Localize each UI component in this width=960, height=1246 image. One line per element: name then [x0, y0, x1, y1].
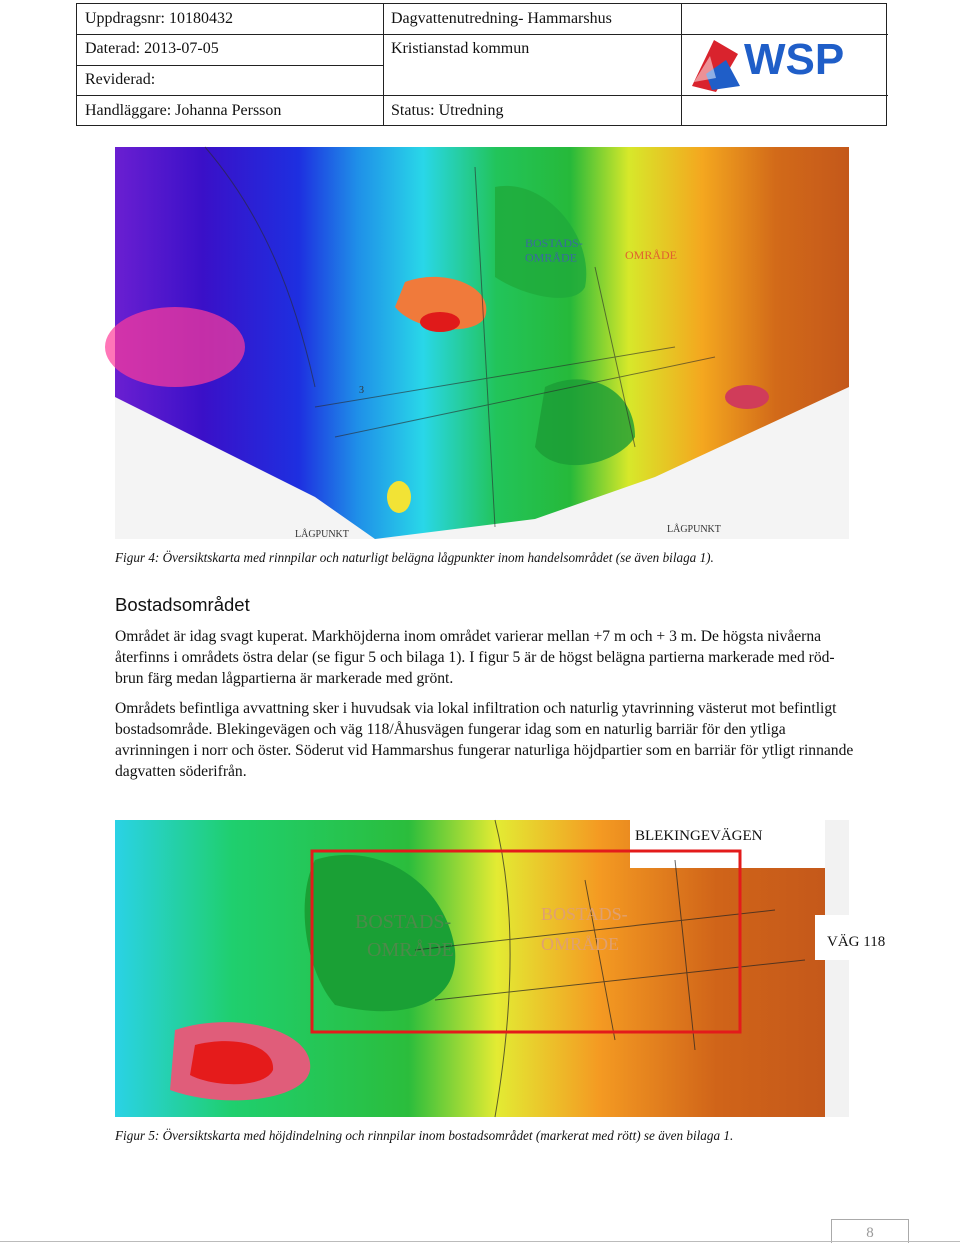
revised: Reviderad: [85, 71, 156, 88]
page-number: 8 [831, 1219, 909, 1243]
date: Daterad: 2013-07-05 [85, 40, 219, 57]
status: Status: Utredning [391, 102, 504, 119]
label-bostadsomrade: BOSTADS-OMRÅDE [525, 236, 583, 265]
wsp-logo-text: WSP [744, 35, 845, 84]
figure-4-caption: Figur 4: Översiktskarta med rinnpilar och naturligt belägna lågpunkter inom handelsområdet (se även bilaga 1). [115, 550, 714, 565]
label-omrade-right: OMRÅDE [541, 934, 620, 954]
label-blekingevagen: BLEKINGEVÄGEN [635, 828, 763, 844]
figure-5-caption: Figur 5: Översiktskarta med höjdindelning och rinnpilar inom bostadsområdet (markerat med rött) se även bilaga 1. [115, 1128, 734, 1143]
label-lowpoint-left: LÅGPUNKT [295, 529, 349, 540]
paragraph-1: Området är idag svagt kuperat. Markhöjderna inom området varierar mellan +7 m och + 3 m. De högsta nivåerna återfinns i områdets östra delar (se figur 5 och bilaga 1). I figur 5 är de högst belägna partierna markerade med röd-brun färg medan lågpartierna är markerade med grönt. [115, 628, 835, 687]
municipality: Kristianstad kommun [391, 40, 530, 57]
label-lowpoint-right: LÅGPUNKT [667, 524, 721, 535]
wsp-logo [688, 34, 858, 92]
page-footer-line [0, 1241, 960, 1242]
label-bostads-right: BOSTADS- [541, 904, 628, 924]
label-omrade: OMRÅDE [625, 248, 678, 262]
report-title: Dagvattenutredning- Hammarshus [391, 10, 612, 27]
map-marker-label: 3 [359, 385, 364, 396]
figure-5-map [115, 820, 886, 1117]
label-vag-118: VÄG 118 [827, 934, 886, 950]
assignment-number: Uppdragsnr: 10180432 [85, 10, 233, 27]
label-bostads-left: BOSTADS- [355, 911, 452, 933]
handler: Handläggare: Johanna Persson [85, 102, 282, 119]
paragraph-2: Områdets befintliga avvattning sker i huvudsak via lokal infiltration och naturlig ytavrinning västerut mot befintligt bostadsområde. Blekingevägen och väg 118/Åhusvägen fungerar idag som en naturlig barriär för den ytliga avrinningen i norr och öster. Söderut vid Hammarshus fungerar naturliga höjdpartier som en barriär för ytligt rinnande dagvatten söderifrån. [115, 700, 854, 780]
figure-4-map [115, 147, 849, 539]
header-divider [681, 4, 682, 125]
section-heading: Bostadsområdet [115, 594, 250, 615]
label-omrade-left: OMRÅDE [367, 939, 454, 961]
